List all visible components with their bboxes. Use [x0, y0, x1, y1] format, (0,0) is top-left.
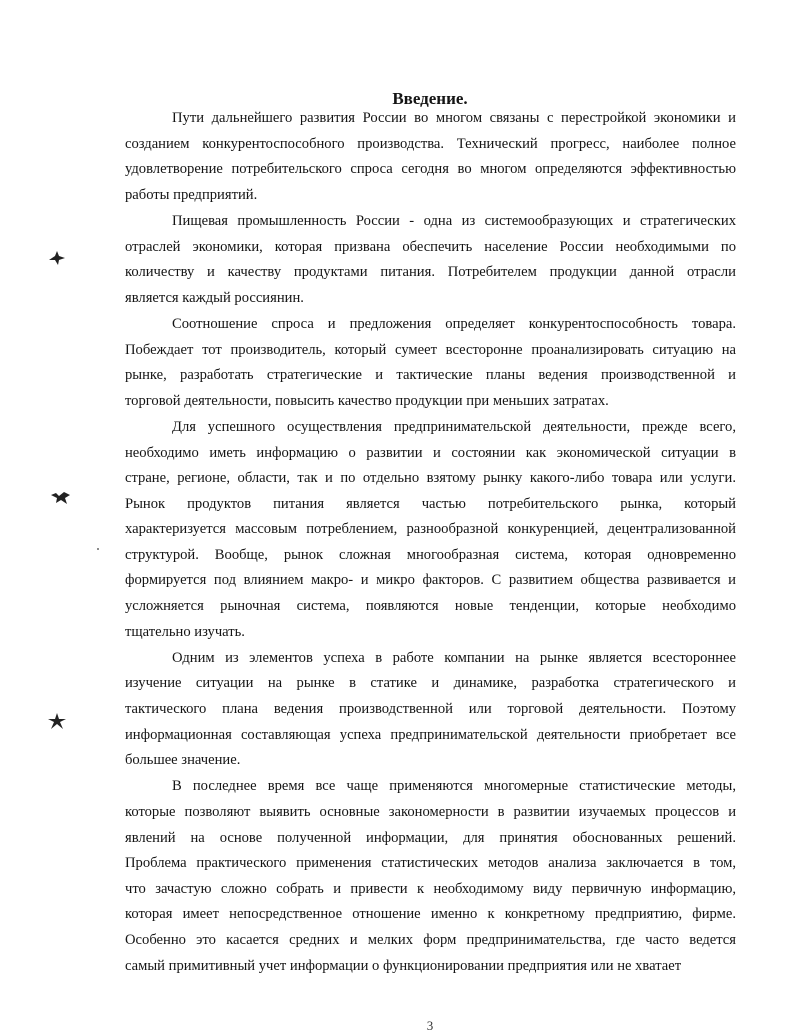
text-line: которые позволяют выявить основные закономерности в развитии изучаемых процессов и: [125, 804, 736, 820]
text-line: которая имеет непосредственное отношение именно к конкретному предприятию, фирме.: [125, 906, 736, 923]
page-number: 3: [426, 1018, 434, 1033]
document-body: [125, 106, 736, 979]
paragraph: [125, 774, 736, 979]
text-line: Рынок продуктов питания является частью потребительского рынка, который: [125, 495, 736, 512]
paragraph: [125, 106, 736, 208]
text-line: количеству и качеству продуктами питания. Потребителем продукции данной отрасли: [125, 264, 736, 281]
text-line: изучение ситуации на рынке в статике и динамике, разработка стратегического и: [125, 675, 736, 692]
text-line: структурой. Вообще, рынок сложная многообразная система, которая одновременно: [125, 546, 736, 563]
paragraph: [125, 209, 736, 311]
text-line: необходимо иметь информацию о развитии и состоянии как экономической ситуации в: [125, 444, 736, 461]
text-line: формируется под влиянием макро- и микро факторов. С развитием общества развивается и: [125, 572, 736, 589]
text-line: усложняется рыночная система, появляются новые тенденции, которые необходимо: [125, 598, 736, 615]
text-line: рынке, разработать стратегические и тактические планы ведения производственной и: [125, 367, 736, 384]
text-line: информационная составляющая успеха предпринимательской деятельности приобретает все: [125, 726, 736, 743]
text-line: явлений на основе полученной информации, для принятия обоснованных решений.: [125, 829, 736, 846]
page-title: Введение.: [392, 89, 468, 108]
text-line: Пищевая промышленность России - одна из системообразующих и стратегических: [172, 212, 736, 229]
text-line: большее значение.: [125, 752, 241, 769]
text-line: Соотношение спроса и предложения определяет конкурентоспособность товара.: [172, 315, 736, 332]
text-line: созданием конкурентоспособного производства. Технический прогресс, наиболее полное: [125, 135, 736, 152]
text-line: стране, регионе, области, так и по отдельно взятому рынку какого-либо товара или услуги.: [125, 470, 736, 487]
margin-mark-icon: [47, 250, 67, 270]
margin-mark-icon: [47, 712, 67, 734]
text-line: самый примитивный учет информации о функционировании предприятия или не хватает: [125, 957, 682, 974]
paragraph: [125, 646, 736, 774]
text-line: что зачастую сложно собрать и привести к необходимому виду первичную информацию,: [125, 880, 736, 897]
paragraph: [125, 415, 736, 645]
text-line: Для успешного осуществления предпринимательской деятельности, прежде всего,: [172, 418, 736, 435]
text-line: Особенно это касается средних и мелких форм предпринимательства, где часто ведется: [125, 931, 736, 948]
text-line: торговой деятельности, повысить качество продукции при меньших затратах.: [125, 392, 609, 409]
scan-speck: [97, 548, 99, 550]
text-line: удовлетворение потребительского спроса сегодня во многом определяются эффективностью: [125, 161, 736, 178]
text-line: отраслей экономики, которая призвана обеспечить население России необходимыми по: [125, 238, 736, 255]
text-line: является каждый россиянин.: [125, 289, 304, 306]
text-line: Проблема практического применения статистических методов анализа заключается в том,: [125, 855, 736, 872]
text-line: работы предприятий.: [125, 186, 258, 203]
text-line: Одним из элементов успеха в работе компании на рынке является всестороннее: [172, 649, 736, 666]
paragraph: [125, 312, 736, 414]
text-line: тактического плана ведения производственной или торговой деятельности. Поэтому: [125, 701, 736, 718]
text-line: Побеждает тот производитель, который сумеет всесторонне проанализировать ситуацию на: [125, 341, 736, 358]
margin-mark-icon: [50, 490, 72, 510]
text-line: В последнее время все чаще применяются многомерные статистические методы,: [172, 778, 736, 795]
text-line: Пути дальнейшего развития России во многом связаны с перестройкой экономики и: [172, 110, 736, 126]
text-line: тщательно изучать.: [125, 623, 245, 640]
text-line: характеризуется массовым потреблением, разнообразной конкуренцией, децентрализованной: [125, 521, 736, 538]
